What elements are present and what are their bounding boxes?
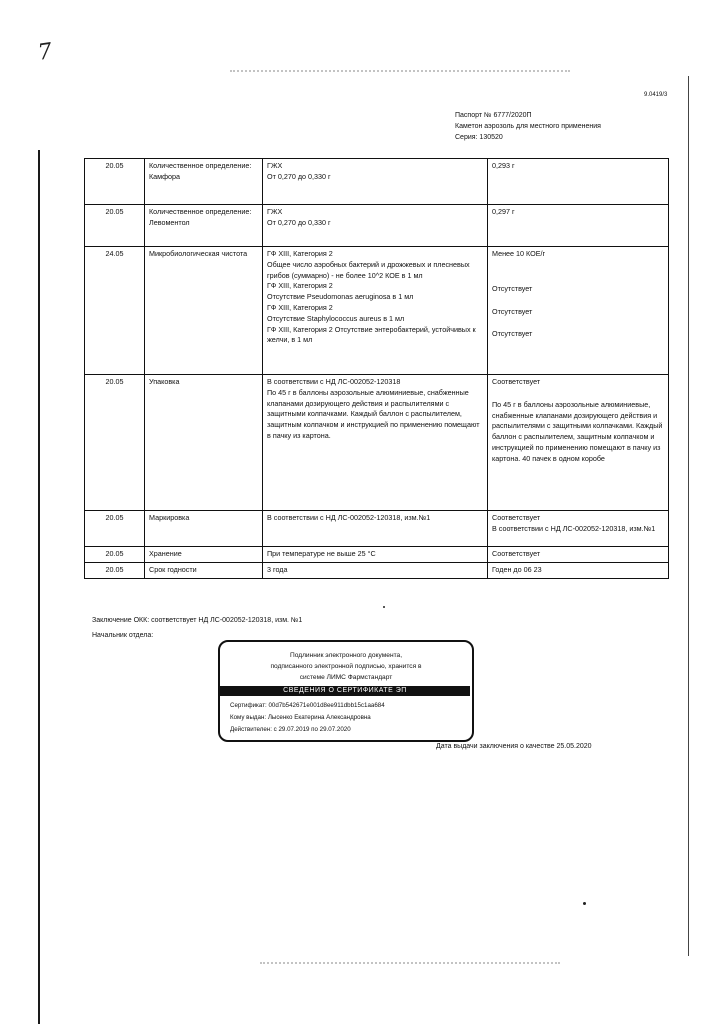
table-row (85, 159, 669, 205)
table-row (85, 547, 669, 563)
parameter-name: Хранение (145, 547, 263, 563)
page-number: 9.0419/3 (644, 92, 668, 98)
section-number: 20.05 (85, 511, 145, 547)
section-number: 24.05 (85, 247, 145, 375)
actual-result: Соответствует В соответствии с НД ЛС-002052-120318, изм.№1 (488, 511, 669, 547)
scan-speck (383, 606, 385, 608)
section-number: 20.05 (85, 547, 145, 563)
passport-header (455, 110, 601, 143)
stamp-line: подписанного электронной подписью, хранится в (270, 663, 422, 670)
product-name: Каметон аэрозоль для местного применения (455, 123, 601, 130)
parameter-name: Количественное определение: Левоментол (145, 205, 263, 247)
requirement: ГЖХ От 0,270 до 0,330 г (263, 205, 488, 247)
section-number: 20.05 (85, 375, 145, 511)
parameter-name: Маркировка (145, 511, 263, 547)
qc-conclusion: Заключение ОКК: соответствует НД ЛС-002052-120318, изм. №1 (92, 617, 303, 624)
passport-number: Паспорт № 6777/2020П (455, 112, 532, 119)
parameter-name: Микробиологическая чистота (145, 247, 263, 375)
head-of-department: Начальник отдела: (92, 632, 154, 639)
table-row (85, 511, 669, 547)
stamp-title-band: СВЕДЕНИЯ О СЕРТИФИКАТЕ ЭП (220, 686, 470, 696)
batch-series: Серия: 130520 (455, 134, 503, 141)
scan-edge-left (38, 150, 40, 1024)
requirement: В соответствии с НД ЛС-002052-120318 По 45 г в баллоны аэрозольные алюминиевые, снабженные клапанами дозирующего действия и распылителями с защитными колпачками. Каждый баллон с распылителем, защитным колпачком и инструкцией по применению помещают в пачку из картона. (263, 375, 488, 511)
scan-speck (583, 902, 586, 905)
parameter-name: Упаковка (145, 375, 263, 511)
stamp-issued-to: Кому выдан: Лысенко Екатерина Александровна (230, 714, 371, 721)
table-row (85, 205, 669, 247)
section-number: 20.05 (85, 562, 145, 578)
stamp-validity: Действителен: с 29.07.2019 по 29.07.2020 (230, 726, 351, 733)
actual-result: 0,293 г (488, 159, 669, 205)
parameter-name: Количественное определение: Камфора (145, 159, 263, 205)
table-row (85, 375, 669, 511)
scan-noise-bottom (260, 962, 560, 968)
table-row (85, 247, 669, 375)
issue-date: Дата выдачи заключения о качестве 25.05.2020 (436, 743, 592, 750)
actual-result: Годен до 06 23 (488, 562, 669, 578)
scan-edge-right (688, 76, 689, 956)
test-results-table (84, 158, 669, 579)
table-row (85, 562, 669, 578)
parameter-name: Срок годности (145, 562, 263, 578)
requirement: В соответствии с НД ЛС-002052-120318, изм.№1 (263, 511, 488, 547)
section-number: 20.05 (85, 205, 145, 247)
electronic-signature-stamp (218, 640, 474, 742)
stamp-certificate: Сертификат: 00d7b542671e001d8ee911dbb15c1aa684 (230, 702, 385, 709)
actual-result: 0,297 г (488, 205, 669, 247)
actual-result: Соответствует По 45 г в баллоны аэрозольные алюминиевые, снабженные клапанами дозирующего действия и распылителями с защитными колпачками. Каждый баллон с распылителем, защитным колпачком и инструкцией по применению помещают в пачку из картона. 40 пачек в одном коробе (488, 375, 669, 511)
stamp-line: системе ЛИМС Фармстандарт (299, 674, 393, 681)
requirement: При температуре не выше 25 °C (263, 547, 488, 563)
stamp-line: Подлинник электронного документа, (289, 652, 403, 659)
requirement: 3 года (263, 562, 488, 578)
actual-result: Соответствует (488, 547, 669, 563)
handwritten-mark: 7 (36, 39, 54, 66)
actual-result: Менее 10 КОЕ/г Отсутствует Отсутствует Отсутствует (488, 247, 669, 375)
section-number: 20.05 (85, 159, 145, 205)
requirement: ГФ XIII, Категория 2 Общее число аэробных бактерий и дрожжевых и плесневых грибов (суммарно) - не более 10^2 КОЕ в 1 мл ГФ XIII, Категория 2 Отсутствие Pseudomonas aeruginosa в 1 мл ГФ XIII, Категория 2 Отсутствие Staphylococcus aureus в 1 мл ГФ XIII, Категория 2 Отсутствие энтеробактерий, устойчивых к желчи, в 1 мл (263, 247, 488, 375)
scan-noise-top (230, 70, 570, 82)
requirement: ГЖХ От 0,270 до 0,330 г (263, 159, 488, 205)
